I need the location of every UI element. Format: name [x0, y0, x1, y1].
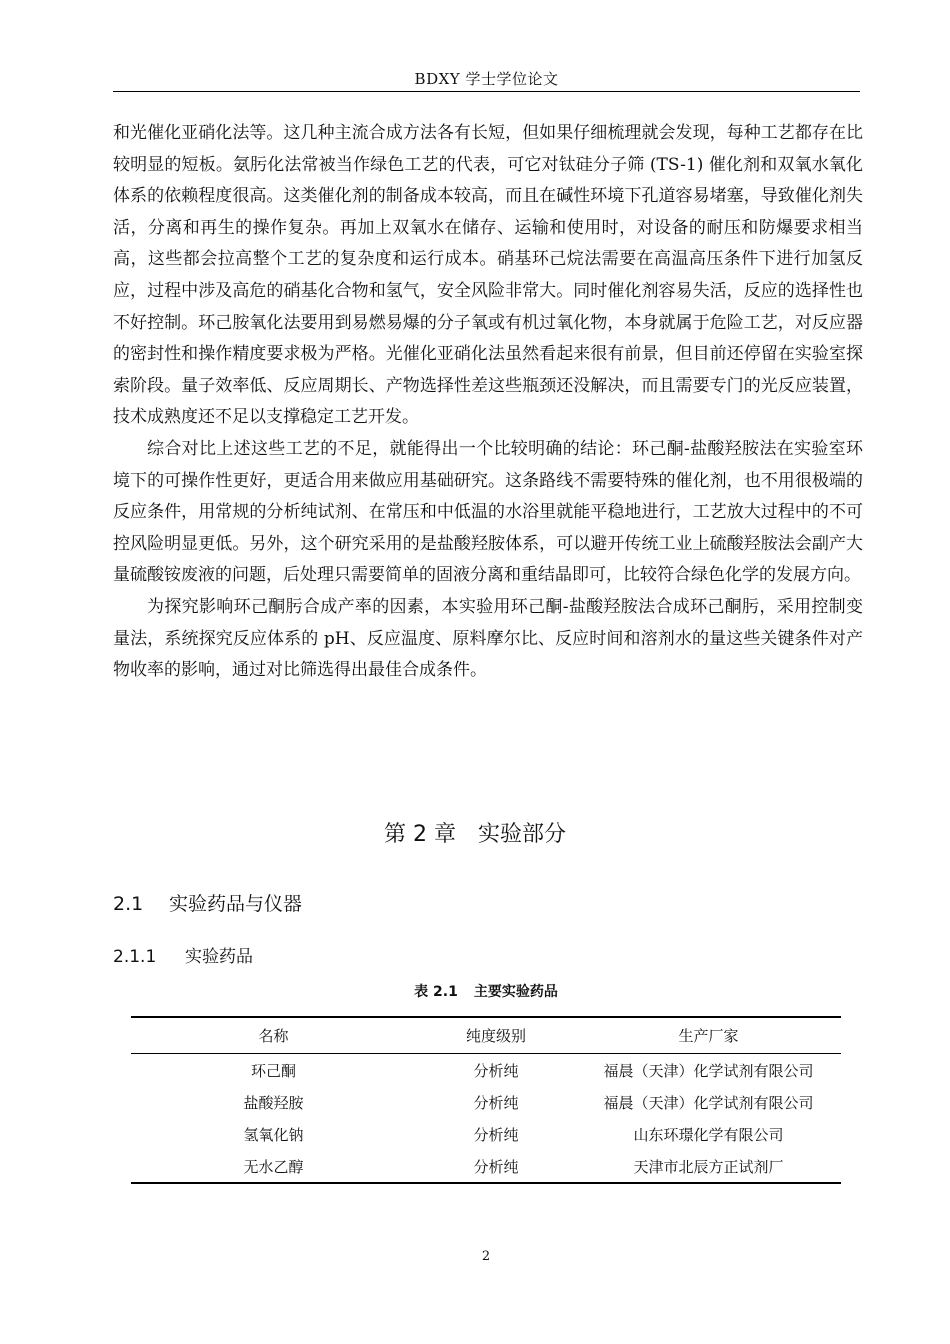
table-caption-title: 主要实验药品: [473, 984, 558, 1000]
chapter-heading: 第 2 章 实验部分: [384, 822, 566, 847]
cell-name: 盐酸羟胺: [243, 1093, 304, 1112]
cell-manufacturer: 山东环璟化学有限公司: [633, 1125, 784, 1144]
table-row: [131, 1054, 841, 1087]
subsection-title: 实验药品: [185, 947, 253, 967]
header-purity: 纯度级别: [416, 1017, 576, 1054]
cell-purity: 分析纯: [473, 1061, 519, 1080]
section-heading: [113, 889, 302, 916]
header-manufacturer: 生产厂家: [576, 1017, 841, 1054]
cell-manufacturer: 天津市北辰方正试剂厂: [576, 1150, 841, 1183]
header-rule: [113, 91, 860, 92]
reagents-table: [131, 1016, 841, 1184]
paragraph-continued: 和光催化亚硝化法等。这几种主流合成方法各有长短，但如果仔细梳理就会发现，每种工艺都存在比较明显的短板。氨肟化法常被当作绿色工艺的代表，可它对钛硅分子筛 (TS-1) 催化剂和双氧水氧化体系的依赖程度很高。这类催化剂的制备成本较高，而且在碱性环境下孔道容易堵塞，导致催化剂失活，分离和再生的操作复杂。再加上双氧水在储存、运输和使用时，对设备的耐压和防爆要求相当高，这些都会拉高整个工艺的复杂度和运行成本。硝基环己烷法需要在高温高压条件下进行加氢反应，过程中涉及高危的硝基化合物和氢气，安全风险非常大。同时催化剂容易失活，反应的选择性也不好控制。环己胺氧化法要用到易燃易爆的分子氧或有机过氧化物，本身就属于危险工艺，对反应器的密封性和操作精度要求极为严格。光催化亚硝化法虽然看起来很有前景，但目前还停留在实验室探索阶段。量子效率低、反应周期长、产物选择性差这些瓶颈还没解决，而且需要专门的光反应装置，技术成熟度还不足以支撑稳定工艺开发。: [113, 123, 863, 428]
cell-purity: 分析纯: [416, 1150, 576, 1183]
subsection-number: 2.1.1: [113, 947, 157, 967]
table-row: [131, 1150, 841, 1183]
table-header-row: [131, 1017, 841, 1054]
cell-purity: 分析纯: [473, 1125, 519, 1144]
paragraph-comparison: 综合对比上述这些工艺的不足，就能得出一个比较明确的结论：环己酮-盐酸羟胺法在实验室环境下的可操作性更好，更适合用来做应用基础研究。这条路线不需要特殊的催化剂，也不用很极端的反应条件，用常规的分析纯试剂、在常压和中低温的水浴里就能平稳地进行，工艺放大过程中的不可控风险明显更低。另外，这个研究采用的是盐酸羟胺体系，可以避开传统工业上硫酸羟胺法会副产大量硫酸铵废液的问题，后处理只需要简单的固液分离和重结晶即可，比较符合绿色化学的发展方向。: [113, 438, 863, 586]
table-caption-number: 表 2.1: [414, 984, 458, 1000]
running-header: BDXY 学士学位论文: [414, 70, 559, 88]
cell-name: 氢氧化钠: [243, 1125, 304, 1144]
subsection-heading: [113, 942, 253, 967]
section-number: 2.1: [113, 893, 144, 915]
cell-name: 无水乙醇: [131, 1150, 416, 1183]
header-name: 名称: [131, 1017, 416, 1054]
paragraph-objective: 为探究影响环己酮肟合成产率的因素，本实验用环己酮-盐酸羟胺法合成环己酮肟，采用控制变量法，系统探究反应体系的 pH、反应温度、原料摩尔比、反应时间和溶剂水的量这些关键条件对产物收率的影响，通过对比筛选得出最佳合成条件。: [113, 596, 863, 681]
cell-purity: 分析纯: [473, 1093, 519, 1112]
body-text: [113, 118, 863, 687]
cell-manufacturer: 福晨（天津）化学试剂有限公司: [603, 1093, 814, 1112]
page-number: 2: [481, 1249, 491, 1264]
table-row: [131, 1086, 841, 1118]
table-caption: [0, 981, 950, 1001]
cell-manufacturer: 福晨（天津）化学试剂有限公司: [603, 1061, 814, 1080]
cell-name: 环己酮: [250, 1061, 296, 1080]
table-row: [131, 1118, 841, 1150]
section-title: 实验药品与仪器: [169, 893, 303, 915]
